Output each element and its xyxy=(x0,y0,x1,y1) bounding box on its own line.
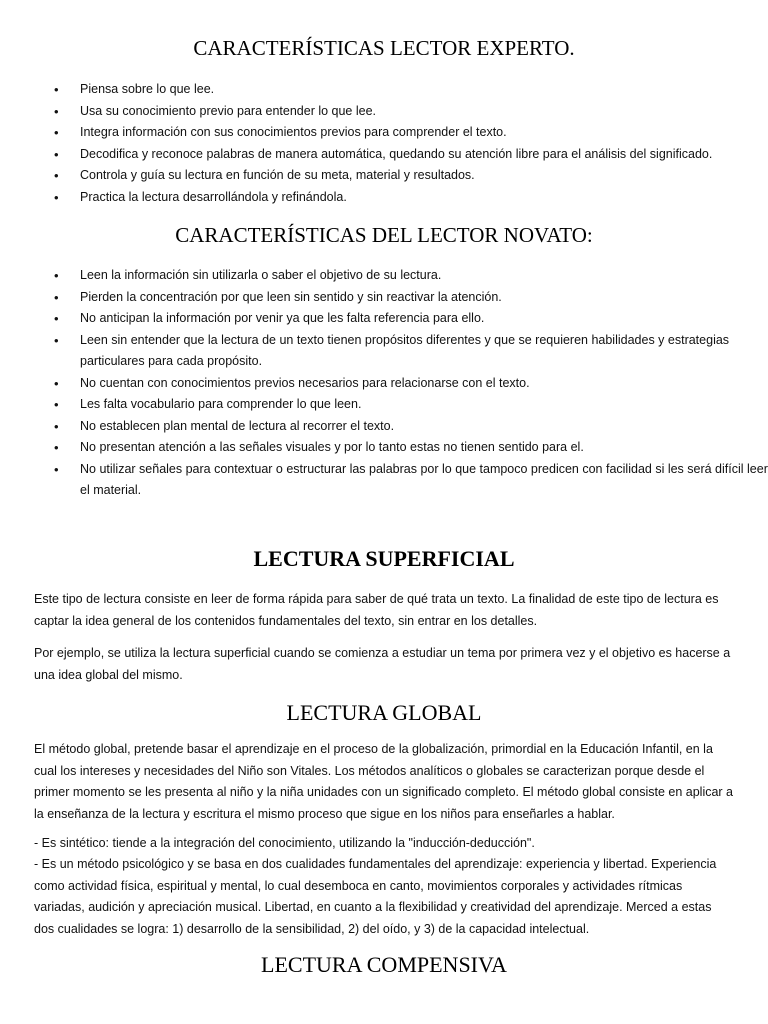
list-item: • No anticipan la información por venir ya que les falta referencia para ello. xyxy=(80,308,768,330)
list-item: • Pierden la concentración por que leen sin sentido y sin reactivar la atención. xyxy=(80,287,768,309)
compensiva-title: LECTURA COMPENSIVA xyxy=(261,952,507,977)
global-paragraph-2a: - Es sintético: tiende a la integración del conocimiento, utilizando la "inducción-deducción". xyxy=(34,836,535,850)
list-item: • Practica la lectura desarrollándola y refinándola. xyxy=(80,187,768,209)
global-paragraph-1: El método global, pretende basar el aprendizaje en el proceso de la globalización, primordial en la Educación Infantil, en la cual los intereses y necesidades del Niño son Vitales. Los métodos analíticos o globales se caracterizan porque desde el primer momento se les presenta al niño y la niña unidades con un significado completo. El método global consiste en aplicar a la enseñanza de la lectura y escritura el mismo proceso que sigue en los niños para enseñarles a hablar. xyxy=(34,742,734,821)
list-item: • Integra información con sus conocimientos previos para comprender el texto. xyxy=(80,122,768,144)
superficial-title: LECTURA SUPERFICIAL xyxy=(253,546,515,571)
list-item: • Decodifica y reconoce palabras de manera automática, quedando su atención libre para el análisis del significado. xyxy=(80,144,768,166)
list-item: • Usa su conocimiento previo para entender lo que lee. xyxy=(80,101,768,123)
expert-title: CARACTERÍSTICAS LECTOR EXPERTO. xyxy=(193,36,575,60)
list-item: • Controla y guía su lectura en función de su meta, material y resultados. xyxy=(80,165,768,187)
list-item: • No establecen plan mental de lectura al recorrer el texto. xyxy=(80,416,768,438)
global-paragraph-2b: - Es un método psicológico y se basa en dos cualidades fundamentales del aprendizaje: experiencia y libertad. Experiencia como actividad física, espiritual y mental, lo cual desemboca en canto, movimientos corporales y actividades rítmicas variadas, audición y apreciación musical. Libertad, en cuanto a la flexibilidad y creatividad del aprendizaje. Merced a estas dos cualidades se logra: 1) desarrollo de la sensibilidad, 2) del oído, y 3) de la capacidad intelectual. xyxy=(34,857,717,936)
novice-list xyxy=(40,265,768,502)
list-item: • Leen sin entender que la lectura de un texto tienen propósitos diferentes y que se requieren habilidades y estrategias particulares para cada propósito. xyxy=(80,330,768,373)
superficial-paragraph-1: Este tipo de lectura consiste en leer de forma rápida para saber de qué trata un texto. La finalidad de este tipo de lectura es captar la idea general de los contenidos fundamentales del texto, sin entrar en los detalles. xyxy=(34,592,719,628)
list-item: • No cuentan con conocimientos previos necesarios para relacionarse con el texto. xyxy=(80,373,768,395)
list-item: • Leen la información sin utilizarla o saber el objetivo de su lectura. xyxy=(80,265,768,287)
superficial-paragraph-2: Por ejemplo, se utiliza la lectura superficial cuando se comienza a estudiar un tema por primera vez y el objetivo es hacerse a una idea global del mismo. xyxy=(34,646,731,682)
list-item: • Les falta vocabulario para comprender lo que leen. xyxy=(80,394,768,416)
expert-list xyxy=(40,79,768,208)
global-title: LECTURA GLOBAL xyxy=(286,700,482,725)
list-item: • No presentan atención a las señales visuales y por lo tanto estas no tienen sentido para el. xyxy=(80,437,768,459)
novice-title: CARACTERÍSTICAS DEL LECTOR NOVATO: xyxy=(175,223,593,247)
list-item: • Piensa sobre lo que lee. xyxy=(80,79,768,101)
list-item: • No utilizar señales para contextuar o estructurar las palabras por lo que tampoco predicen con facilidad si les será difícil leer el material. xyxy=(80,459,768,502)
